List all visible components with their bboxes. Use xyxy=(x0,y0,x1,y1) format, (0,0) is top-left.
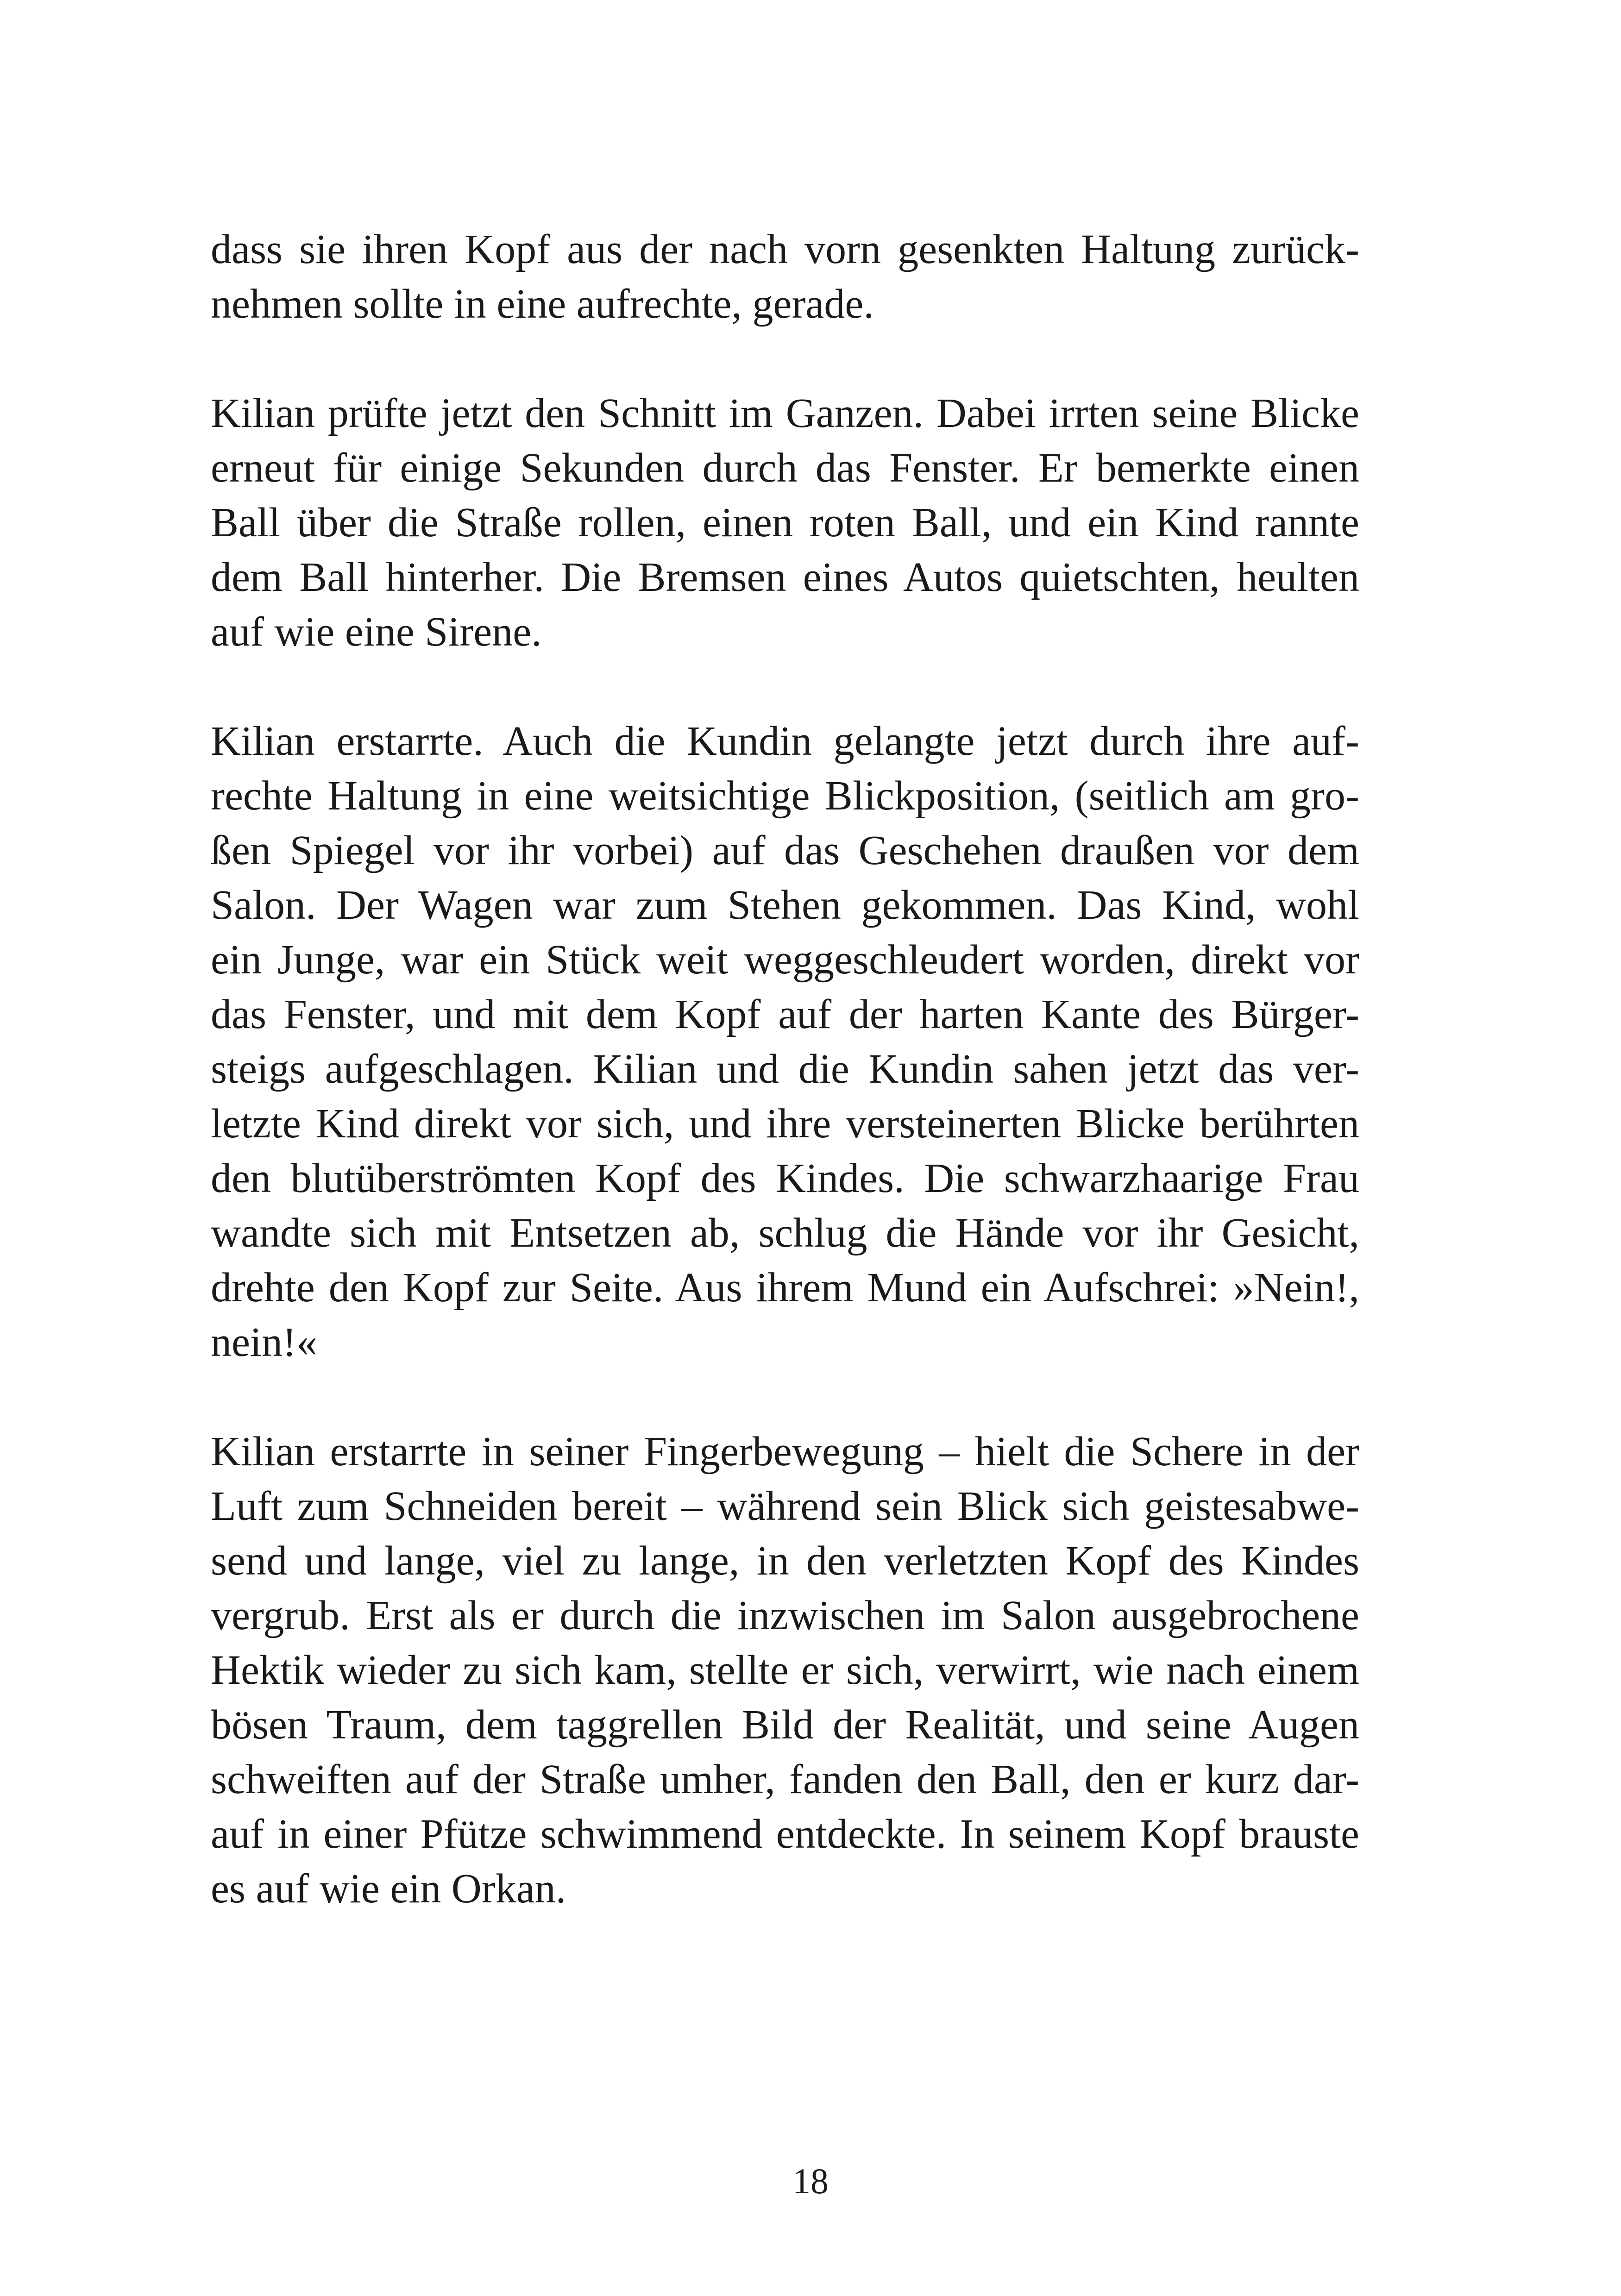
text-line: dem Ball hinterher. Die Bremsen eines Autos quietschten, heulten xyxy=(211,554,1359,600)
text-line: auf in einer Pfütze schwimmend entdeckte. In seinem Kopf brauste xyxy=(211,1811,1359,1857)
text-line: Kilian prüfte jetzt den Schnitt im Ganzen. Dabei irrten seine Blicke xyxy=(211,390,1359,436)
text-line: Kilian erstarrte in seiner Fingerbewegung – hielt die Schere in der xyxy=(211,1429,1359,1474)
text-line: Luft zum Schneiden bereit – während sein Blick sich geistesabwe- xyxy=(211,1483,1359,1529)
text-line: dass sie ihren Kopf aus der nach vorn gesenkten Haltung zurück- xyxy=(211,226,1359,272)
text-line: nein!« xyxy=(211,1319,317,1365)
text-line: send und lange, viel zu lange, in den verletzten Kopf des Kindes xyxy=(211,1538,1359,1584)
paragraph-2 xyxy=(211,386,1359,659)
text-line: das Fenster, und mit dem Kopf auf der harten Kante des Bürger- xyxy=(211,991,1359,1037)
text-line: vergrub. Erst als er durch die inzwischen im Salon ausgebrochene xyxy=(211,1593,1359,1638)
text-line: den blutüberströmten Kopf des Kindes. Die schwarzhaarige Frau xyxy=(211,1155,1359,1201)
text-line: erneut für einige Sekunden durch das Fenster. Er bemerkte einen xyxy=(211,445,1359,491)
page-number: 18 xyxy=(792,2161,829,2201)
paragraph-4 xyxy=(211,1424,1359,1916)
text-line: letzte Kind direkt vor sich, und ihre versteinerten Blicke berührten xyxy=(211,1101,1359,1147)
text-line: es auf wie ein Orkan. xyxy=(211,1866,566,1912)
paragraph-1 xyxy=(211,222,1359,332)
text-line: drehte den Kopf zur Seite. Aus ihrem Mund ein Aufschrei: »Nein!, xyxy=(211,1265,1359,1311)
paragraph-3 xyxy=(211,714,1359,1370)
text-line: rechte Haltung in eine weitsichtige Blickposition, (seitlich am gro- xyxy=(211,773,1359,819)
text-line: Ball über die Straße rollen, einen roten Ball, und ein Kind rannte xyxy=(211,500,1359,546)
text-line: steigs aufgeschlagen. Kilian und die Kundin sahen jetzt das ver- xyxy=(211,1046,1359,1092)
text-line: Kilian erstarrte. Auch die Kundin gelangte jetzt durch ihre auf- xyxy=(211,718,1359,764)
text-line: Hektik wieder zu sich kam, stellte er sich, verwirrt, wie nach einem xyxy=(211,1647,1359,1693)
text-line: nehmen sollte in eine aufrechte, gerade. xyxy=(211,281,874,327)
body-text xyxy=(211,222,1359,1971)
text-line: schweiften auf der Straße umher, fanden den Ball, den er kurz dar- xyxy=(211,1757,1359,1802)
text-line: ein Junge, war ein Stück weit weggeschleudert worden, direkt vor xyxy=(211,937,1359,983)
text-line: auf wie eine Sirene. xyxy=(211,609,542,655)
text-line: wandte sich mit Entsetzen ab, schlug die Hände vor ihr Gesicht, xyxy=(211,1210,1359,1256)
text-line: ßen Spiegel vor ihr vorbei) auf das Geschehen draußen vor dem xyxy=(211,828,1359,873)
text-line: bösen Traum, dem taggrellen Bild der Realität, und seine Augen xyxy=(211,1702,1359,1748)
text-line: Salon. Der Wagen war zum Stehen gekommen. Das Kind, wohl xyxy=(211,882,1359,928)
